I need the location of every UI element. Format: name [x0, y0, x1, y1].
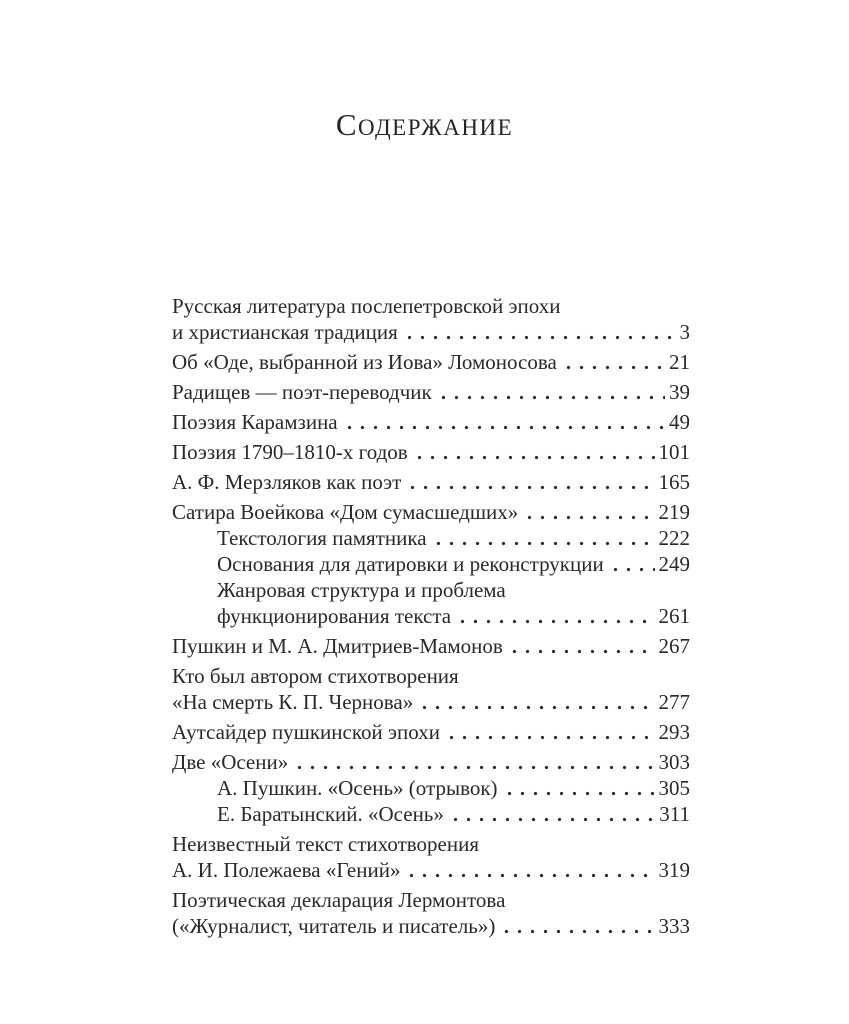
- page-number: 249: [658, 552, 690, 576]
- toc-entry-line: [172, 719, 690, 745]
- toc-entry-line: [172, 379, 690, 405]
- dot-leader: [422, 705, 654, 710]
- toc-entry-line: [172, 293, 690, 319]
- entry-title-text: Жанровая структура и проблема: [217, 578, 506, 602]
- toc-entry: [172, 379, 690, 405]
- page-number: 165: [658, 470, 690, 494]
- toc-entry: [172, 349, 690, 375]
- dot-leader: [347, 425, 665, 430]
- dot-leader: [409, 873, 654, 878]
- toc-entry-line: [172, 633, 690, 659]
- toc-entry-line: [217, 577, 690, 603]
- toc-entry: [172, 749, 690, 775]
- dot-leader: [453, 817, 655, 822]
- dot-leader: [566, 365, 665, 370]
- toc-entry-line: [172, 499, 690, 525]
- toc-entry: [172, 633, 690, 659]
- toc-entry: [172, 293, 690, 345]
- toc-entry: [172, 409, 690, 435]
- entry-title-text: («Журналист, читатель и писатель»): [172, 914, 496, 938]
- entry-title-text: Неизвестный текст стихотворения: [172, 832, 479, 856]
- page-number: 3: [679, 320, 690, 344]
- entry-title-text: Текстология памятника: [217, 526, 427, 550]
- entry-title-text: Поэзия 1790–1810-х годов: [172, 440, 408, 464]
- toc-entry-line: [172, 887, 690, 913]
- toc-entry-line: [172, 349, 690, 375]
- entry-title-text: «На смерть К. П. Чернова»: [172, 690, 414, 714]
- entry-title-text: Пушкин и М. А. Дмитриев-Мамонов: [172, 634, 503, 658]
- page-number: 267: [658, 634, 690, 658]
- toc-entry: [172, 831, 690, 883]
- entry-title-text: Аутсайдер пушкинской эпохи: [172, 720, 440, 744]
- dot-leader: [512, 649, 655, 654]
- entry-title-text: функционирования текста: [217, 604, 452, 628]
- toc-entry: [172, 719, 690, 745]
- page-number: 219: [658, 500, 690, 524]
- dot-leader: [417, 455, 655, 460]
- page-number: 319: [658, 858, 690, 882]
- toc-entry-line: [172, 857, 690, 883]
- entry-title-text: Русская литература послепетровской эпохи: [172, 294, 561, 318]
- toc-entry-line: [217, 525, 690, 551]
- page-number: 305: [658, 776, 690, 800]
- entry-title-text: Об «Оде, выбранной из Иова» Ломоносова: [172, 350, 557, 374]
- toc-entry-line: [172, 831, 690, 857]
- page-number: 277: [658, 690, 690, 714]
- page-number: 293: [658, 720, 690, 744]
- dot-leader: [449, 735, 655, 740]
- page-number: 39: [669, 380, 690, 404]
- entry-title-text: А. И. Полежаева «Гений»: [172, 858, 401, 882]
- toc-entry-line: [172, 749, 690, 775]
- dot-leader: [613, 567, 655, 572]
- toc-entry-line: [172, 409, 690, 435]
- toc-entry-line: [172, 439, 690, 465]
- toc-entry-line: [217, 551, 690, 577]
- dot-leader: [460, 619, 654, 624]
- toc-list: [172, 293, 690, 939]
- dot-leader: [507, 791, 655, 796]
- dot-leader: [504, 929, 654, 934]
- page-number: 222: [658, 526, 690, 550]
- dot-leader: [410, 485, 654, 490]
- toc-entry-line: [217, 603, 690, 629]
- page-number: 49: [669, 410, 690, 434]
- dot-leader: [407, 335, 676, 340]
- toc-entry: [172, 439, 690, 465]
- page-number: 261: [658, 604, 690, 628]
- page-number: 303: [658, 750, 690, 774]
- dot-leader: [441, 395, 665, 400]
- entry-title-text: А. Ф. Мерзляков как поэт: [172, 470, 402, 494]
- page-number: 21: [669, 350, 690, 374]
- entry-title-text: и христианская традиция: [172, 320, 398, 344]
- page-number: 101: [658, 440, 690, 464]
- toc-entry-line: [172, 689, 690, 715]
- toc-entry: [172, 887, 690, 939]
- entry-title-text: Поэзия Карамзина: [172, 410, 338, 434]
- toc-entry-line: [172, 663, 690, 689]
- entry-title-text: Е. Баратынский. «Осень»: [217, 802, 444, 826]
- toc-subentry: [172, 577, 690, 629]
- dot-leader: [527, 515, 654, 520]
- entry-title-text: Поэтическая декларация Лермонтова: [172, 888, 506, 912]
- toc-subentry: [172, 775, 690, 801]
- toc-entry: [172, 499, 690, 525]
- page-title: СОДЕРЖАНИЕ: [335, 107, 514, 142]
- dot-leader: [436, 541, 655, 546]
- entry-title-text: Основания для датировки и реконструкции: [217, 552, 604, 576]
- entry-title-text: Кто был автором стихотворения: [172, 664, 459, 688]
- toc-entry-line: [172, 913, 690, 939]
- toc-entry: [172, 469, 690, 495]
- entry-title-text: Радищев — поэт-переводчик: [172, 380, 432, 404]
- toc-entry-line: [217, 801, 690, 827]
- toc-subentry: [172, 801, 690, 827]
- toc-entry: [172, 663, 690, 715]
- toc-subentry: [172, 525, 690, 551]
- entry-title-text: А. Пушкин. «Осень» (отрывок): [217, 776, 498, 800]
- page-number: 311: [659, 802, 690, 826]
- toc-entry-line: [172, 469, 690, 495]
- toc-entry-line: [217, 775, 690, 801]
- toc-subentry: [172, 551, 690, 577]
- entry-title-text: Две «Осени»: [172, 750, 289, 774]
- dot-leader: [297, 765, 654, 770]
- page-number: 333: [658, 914, 690, 938]
- toc-entry-line: [172, 319, 690, 345]
- entry-title-text: Сатира Воейкова «Дом сумасшедших»: [172, 500, 519, 524]
